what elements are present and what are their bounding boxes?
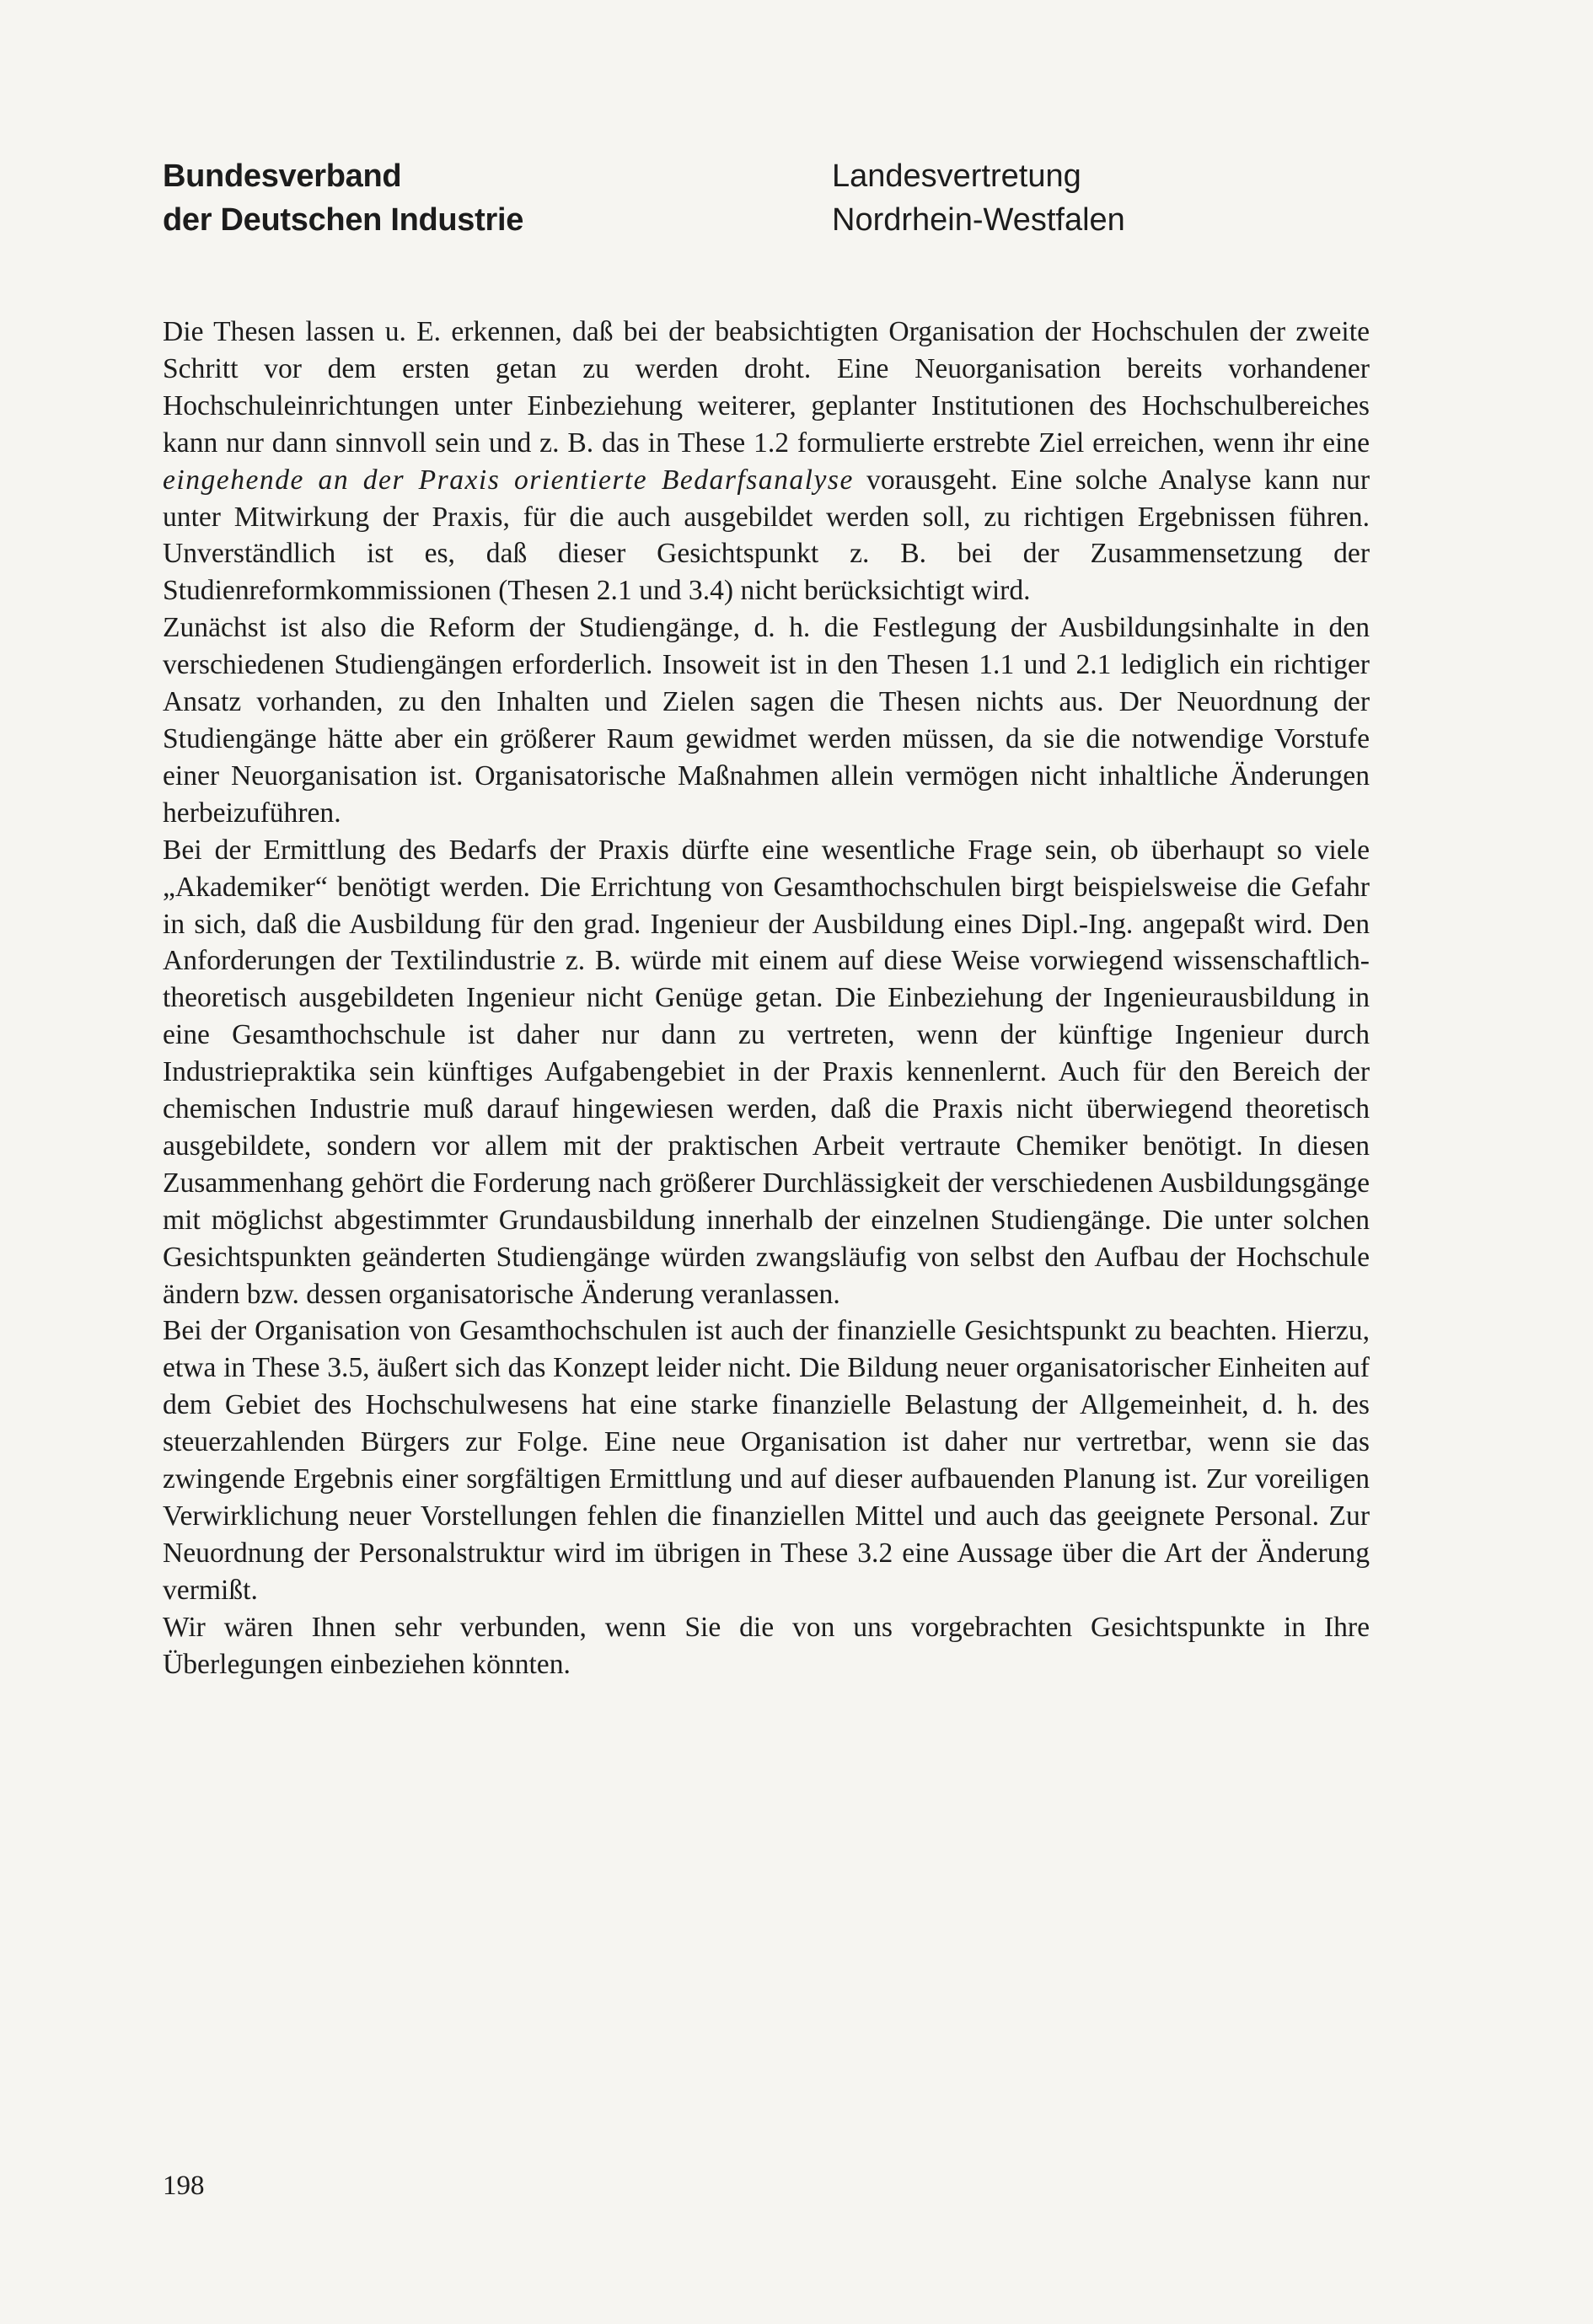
paragraph-1 [163, 314, 1370, 609]
sender-organization-line-1: Bundesverband [163, 158, 402, 194]
regional-office-line-2: Nordrhein-Westfalen [832, 202, 1125, 238]
regional-office-line-1: Landesvertretung [832, 158, 1081, 194]
letter-body [163, 314, 1370, 1683]
paragraph-3: Bei der Ermittlung des Bedarfs der Praxis dürfte eine wesentliche Frage sein, ob überhaupt so viele „Akademiker“ benötigt werden. Die Errichtung von Gesamthochschulen birgt beispielsweise die Gefahr in sich, daß die Ausbildung für den grad. Ingenieur der Ausbildung eines Dipl.-Ing. angepaßt wird. Den Anforderungen der Textilindustrie z. B. würde mit einem auf diese Weise vorwiegend wissenschaftlich-theoretisch ausgebildeten Ingenieur nicht Genüge getan. Die Einbeziehung der Ingenieurausbildung in eine Gesamthochschule ist daher nur dann zu vertreten, wenn der künftige Ingenieur durch Industriepraktika sein künftiges Aufgabengebiet in der Praxis kennenlernt. Auch für den Bereich der chemischen Industrie muß darauf hingewiesen werden, daß die Praxis nicht überwiegend theoretisch ausgebildete, sondern vor allem mit der praktischen Arbeit vertraute Chemiker benötigt. In diesen Zusammenhang gehört die Forderung nach größerer Durchlässigkeit der verschiedenen Ausbildungsgänge mit möglichst abgestimmter Grundausbildung innerhalb der einzelnen Studiengänge. Die unter solchen Gesichtspunkten geänderten Studiengänge würden zwangsläufig von selbst den Aufbau der Hochschule ändern bzw. dessen organisatorische Änderung veranlassen. [163, 834, 1370, 1310]
sender-organization [163, 154, 523, 242]
paragraph-1-emphasis: eingehende an der Praxis orientierte Bedarfsanalyse [163, 464, 854, 496]
paragraph-1-end: vorausgeht. Eine solche Analyse kann nur unter Mitwirkung der Praxis, für die auch ausgebildet werden soll, zu richtigen Ergebnissen führen. Unverständlich ist es, daß dieser Gesichtspunkt z. B. bei der Zusammensetzung der Studienreformkommissionen (Thesen 2.1 und 3.4) nicht berücksichtigt wird. [163, 464, 1370, 607]
sender-organization-line-2: der Deutschen Industrie [163, 202, 524, 238]
paragraph-5: Wir wären Ihnen sehr verbunden, wenn Sie die von uns vorgebrachten Gesichtspunkte in Ihre Überlegungen einbeziehen könnten. [163, 1611, 1370, 1680]
page-number: 198 [163, 2171, 205, 2201]
paragraph-2: Zunächst ist also die Reform der Studiengänge, d. h. die Festlegung der Ausbildungsinhalte in den verschiedenen Studiengängen erforderlich. Insoweit ist in den Thesen 1.1 und 2.1 lediglich ein richtiger Ansatz vorhanden, zu den Inhalten und Zielen sagen die Thesen nichts aus. Der Neuordnung der Studiengänge hätte aber ein größerer Raum gewidmet werden müssen, da sie die notwendige Vorstufe einer Neuorganisation ist. Organisatorische Maßnahmen allein vermögen nicht inhaltliche Änderungen herbeizuführen. [163, 612, 1370, 829]
paragraph-1-start: Die Thesen lassen u. E. erkennen, daß bei der beabsichtigten Organisation der Hochschulen der zweite Schritt vor dem ersten getan zu werden droht. Eine Neuorganisation bereits vorhandener Hochschuleinrichtungen unter Einbeziehung weiterer, geplanter Institutionen des Hochschulbereiches kann nur dann sinnvoll sein und z. B. das in These 1.2 formulierte erstrebte Ziel erreichen, wenn ihr eine [163, 316, 1370, 459]
paragraph-4: Bei der Organisation von Gesamthochschulen ist auch der finanzielle Gesichtspunkt zu beachten. Hierzu, etwa in These 3.5, äußert sich das Konzept leider nicht. Die Bildung neuer organisatorischer Einheiten auf dem Gebiet des Hochschulwesens hat eine starke finanzielle Belastung der Allgemeinheit, d. h. des steuerzahlenden Bürgers zur Folge. Eine neue Organisation ist daher nur vertretbar, wenn sie das zwingende Ergebnis einer sorgfältigen Ermittlung und auf dieser aufbauenden Planung ist. Zur voreiligen Verwirklichung neuer Vorstellungen fehlen die finanziellen Mittel und auch das geeignete Personal. Zur Neuordnung der Personalstruktur wird im übrigen in These 3.2 eine Aussage über die Art der Änderung vermißt. [163, 1315, 1370, 1606]
letterhead [163, 154, 1368, 247]
regional-office [832, 154, 1125, 242]
